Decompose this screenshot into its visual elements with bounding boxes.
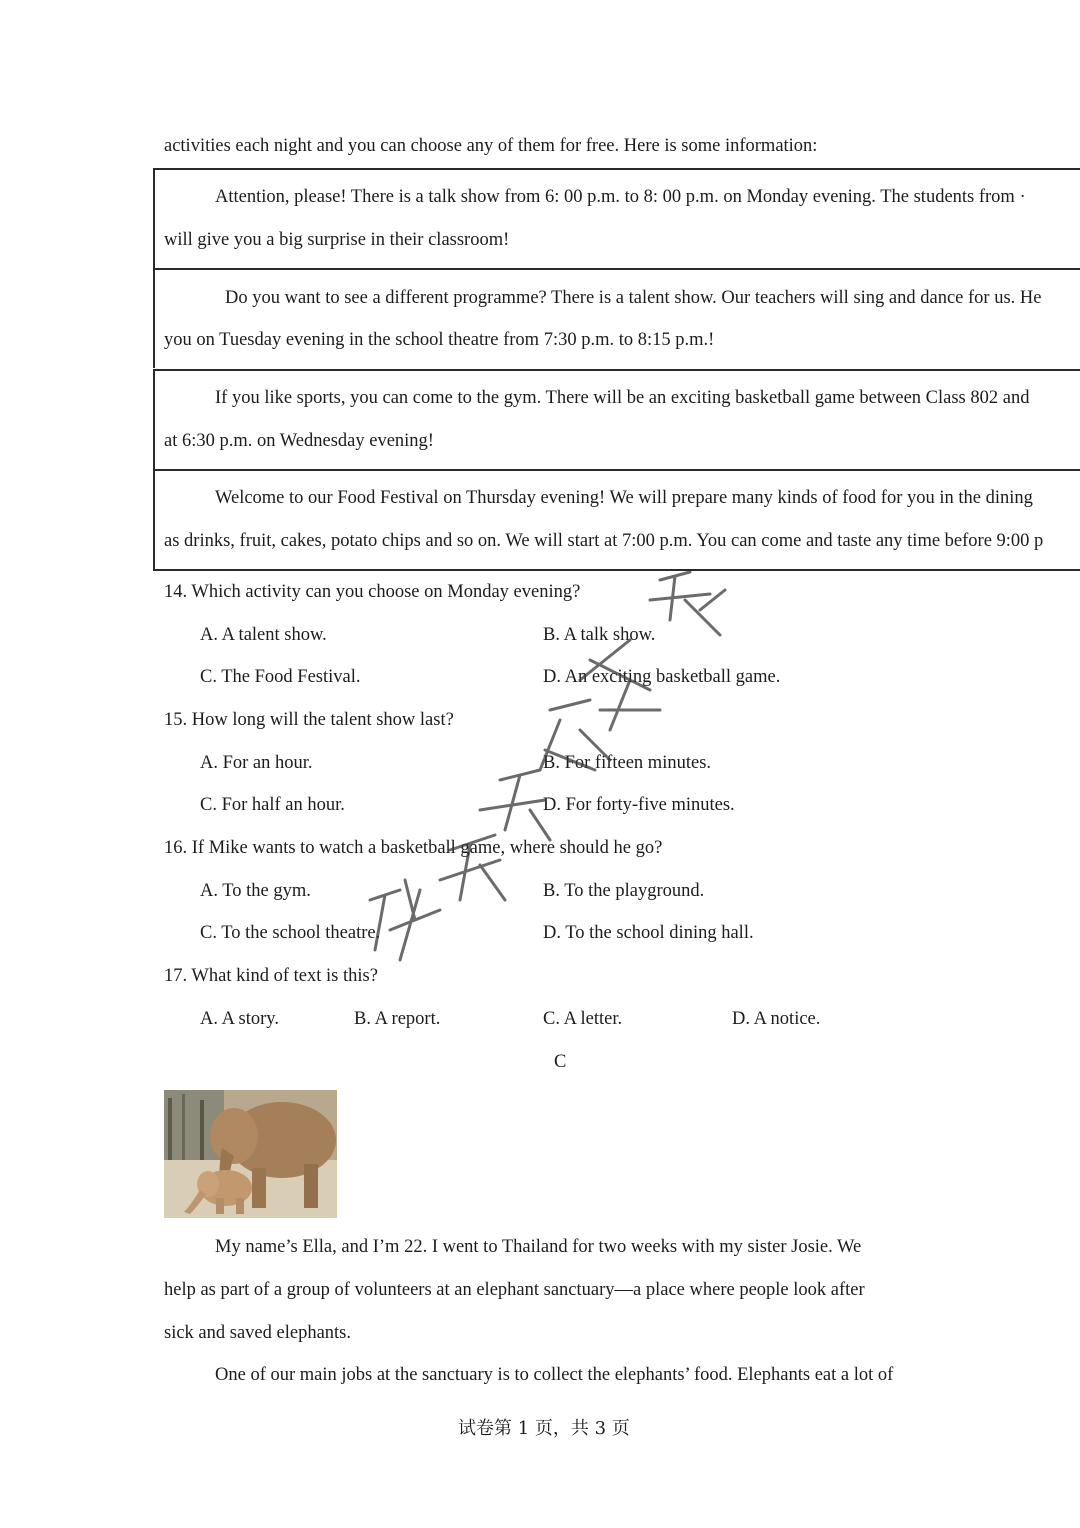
notice-1-line-1: Attention, please! There is a talk show from 6: 00 p.m. to 8: 00 p.m. on Monday evening. The students from · — [215, 187, 1026, 207]
notice-2-line-2: you on Tuesday evening in the school theatre from 7:30 p.m. to 8:15 p.m.! — [164, 330, 715, 350]
elephant-illustration — [164, 1090, 337, 1218]
q16-option-a: A. To the gym. — [200, 881, 311, 901]
notice-4-line-1: Welcome to our Food Festival on Thursday evening! We will prepare many kinds of food for you in the dining — [215, 488, 1033, 508]
q15-option-d: D. For forty-five minutes. — [543, 795, 735, 815]
passage-p1-line-3: sick and saved elephants. — [164, 1323, 351, 1343]
question-15: 15. How long will the talent show last? — [164, 710, 454, 730]
passage-p1-line-1: My name’s Ella, and I’m 22. I went to Thailand for two weeks with my sister Josie. We — [215, 1237, 862, 1257]
q14-option-d: D. An exciting basketball game. — [543, 667, 781, 687]
q17-option-c: C. A letter. — [543, 1009, 623, 1029]
q14-option-a: A. A talent show. — [200, 625, 327, 645]
question-17: 17. What kind of text is this? — [164, 966, 378, 986]
notice-box-1 — [153, 168, 1080, 268]
q16-option-d: D. To the school dining hall. — [543, 923, 754, 943]
notice-2-line-1: Do you want to see a different programme? There is a talent show. Our teachers will sing and dance for us. He — [225, 288, 1042, 308]
question-14: 14. Which activity can you choose on Monday evening? — [164, 582, 581, 602]
passage-p2-line-1: One of our main jobs at the sanctuary is to collect the elephants’ food. Elephants eat a lot of — [215, 1365, 894, 1385]
q17-option-d: D. A notice. — [732, 1009, 821, 1029]
elephant-photo — [164, 1090, 337, 1218]
question-16: 16. If Mike wants to watch a basketball game, where should he go? — [164, 838, 663, 858]
q15-option-b: B. For fifteen minutes. — [543, 753, 712, 773]
notice-4-line-2: as drinks, fruit, cakes, potato chips and so on. We will start at 7:00 p.m. You can come and taste any time before 9:00 p — [164, 531, 1044, 551]
q15-option-a: A. For an hour. — [200, 753, 313, 773]
q15-option-c: C. For half an hour. — [200, 795, 345, 815]
notice-box-3 — [153, 369, 1080, 469]
q17-option-b: B. A report. — [354, 1009, 441, 1029]
notice-1-line-2: will give you a big surprise in their classroom! — [164, 230, 510, 250]
q14-option-c: C. The Food Festival. — [200, 667, 361, 687]
q14-option-b: B. A talk show. — [543, 625, 656, 645]
notice-3-line-1: If you like sports, you can come to the gym. There will be an exciting basketball game between Class 802 and — [215, 388, 1030, 408]
page-footer: 试卷第 1 页，共 3 页 — [458, 1418, 630, 1439]
notice-3-line-2: at 6:30 p.m. on Wednesday evening! — [164, 431, 434, 451]
q16-option-c: C. To the school theatre. — [200, 923, 381, 943]
section-label: C — [554, 1052, 567, 1072]
intro-line: activities each night and you can choose any of them for free. Here is some information: — [164, 136, 818, 156]
notice-box-2 — [153, 268, 1080, 368]
notice-box-4 — [153, 469, 1080, 571]
passage-p1-line-2: help as part of a group of volunteers at an elephant sanctuary—a place where people look after — [164, 1280, 865, 1300]
q16-option-b: B. To the playground. — [543, 881, 705, 901]
q17-option-a: A. A story. — [200, 1009, 279, 1029]
